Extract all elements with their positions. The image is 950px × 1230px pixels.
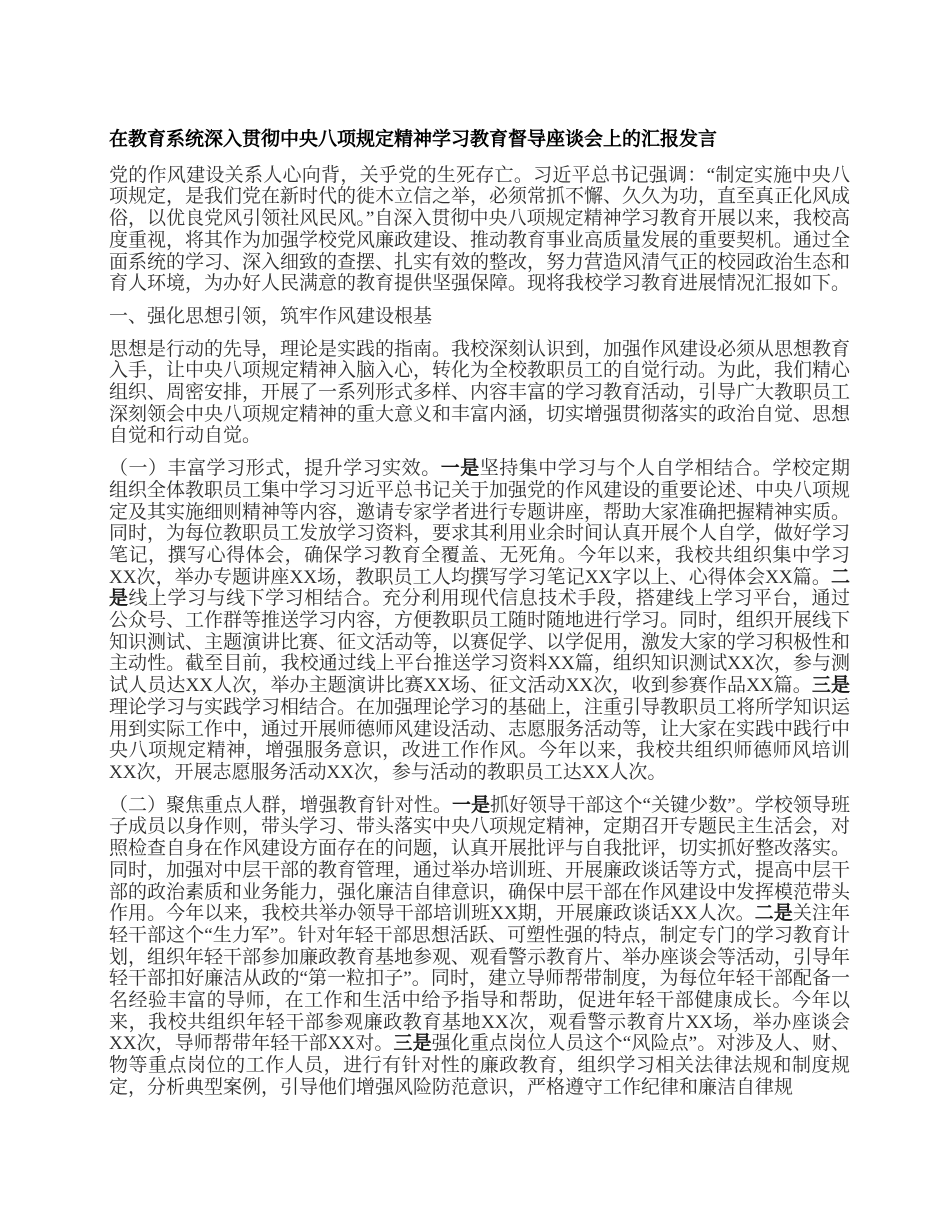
text-run: 理论学习与实践学习相结合。在加强理论学习的基础上，注重引导教职员工将所学知识运用到实际工作中，通过开展师德师风建设活动、志愿服务活动等，让大家在实践中践行中央八项规定精神，增强服务意识，改进工作作风。今年以来，我校共组织师德师风培训XX次，开展志愿服务活动XX次，参与活动的教职员工达XX人次。 <box>109 696 851 783</box>
text-run: 坚持集中学习与个人自学相结合。学校定期组织全体教职员工集中学习习近平总书记关于加强党的作风建设的重要论述、中央八项规定及其实施细则精神等内容，邀请专家学者进行专题讲座，帮助大家准确把握精神实质。同时，为每位教职员工发放学习资料，要求其利用业余时间认真开展个人自学，做好学习笔记，撰写心得体会，确保学习教育全覆盖、无死角。今年以来，我校共组织集中学习XX次，举办专题讲座XX场，教职员工人均撰写学习笔记XX字以上、心得体会XX篇。 <box>109 458 851 588</box>
document-title: 在教育系统深入贯彻中央八项规定精神学习教育督导座谈会上的汇报发言 <box>109 129 718 150</box>
text-run: 线上学习与线下学习相结合。充分利用现代信息技术手段，搭建线上学习平台，通过公众号、工作群等推送学习内容，方便教职员工随时随地进行学习。同时，组织开展线下知识测试、主题演讲比赛、征文活动等，以赛促学、以学促用，激发大家的学习积极性和主动性。截至目前，我校通过线上平台推送学习资料XX篇，组织知识测试XX次，参与测试人员达XX人次，举办主题演讲比赛XX场、征文活动XX次，收到参赛作品XX篇。 <box>109 588 851 697</box>
section-heading <box>109 306 850 328</box>
paragraph <box>109 795 850 1099</box>
paragraph <box>109 165 850 295</box>
text-run-bold: 三是 <box>393 1033 432 1055</box>
text-run-bold: 二是 <box>109 566 850 610</box>
text-run: 抓好领导干部这个“关键少数”。学校领导班子成员以身作则，带头学习、带头落实中央八项规定精神，定期召开专题民主生活会，对照检查自身在作风建设方面存在的问题，认真开展批评与自我批评，切实抓好整改落实。同时，加强对中层干部的教育管理，通过举办培训班、开展廉政谈话等方式，提高中层干部的政治素质和业务能力，强化廉洁自律意识，确保中层干部在作风建设中发挥模范带头作用。今年以来，我校共举办领导干部培训班XX期，开展廉政谈话XX人次。 <box>109 794 851 925</box>
text-run: 思想是行动的先导，理论是实践的指南。我校深刻认识到，加强作风建设必须从思想教育入手，让中央八项规定精神入脑入心，转化为全校教职员工的自觉行动。为此，我们精心组织、周密安排，开展了一系列形式多样、内容丰富的学习教育活动，引导广大教职员工深刻领会中央八项规定精神的重大意义和丰富内涵，切实增强贯彻落实的政治自觉、思想自觉和行动自觉。 <box>109 338 851 447</box>
document-content <box>109 129 850 1099</box>
text-run-bold: 三是 <box>811 675 850 697</box>
text-run: 党的作风建设关系人心向背，关乎党的生死存亡。习近平总书记强调：“制定实施中央八项规定，是我们党在新时代的徙木立信之举，必须常抓不懈、久久为功，直至真正化风成俗，以优良党风引领社风民风。”自深入贯彻中央八项规定精神学习教育开展以来，我校高度重视，将其作为加强学校党风廉政建设、推动教育事业高质量发展的重要契机。通过全面系统的学习、深入细致的查摆、扎实有效的整改，努力营造风清气正的校园政治生态和育人环境，为办好人民满意的教育提供坚强保障。现将我校学习教育进展情况汇报如下。 <box>109 164 851 295</box>
paragraph <box>109 458 850 784</box>
paragraph <box>109 339 850 448</box>
text-run: 一、强化思想引领，筑牢作风建设根基 <box>109 305 433 327</box>
text-run: （二）聚焦重点人群，增强教育针对性。 <box>109 794 452 816</box>
document-body <box>109 165 850 1099</box>
text-run-bold: 二是 <box>754 903 793 925</box>
text-run-bold: 一是 <box>440 458 480 480</box>
text-run: （一）丰富学习形式，提升学习实效。 <box>109 458 441 480</box>
text-run: 强化重点岗位人员这个“风险点”。对涉及人、财、物等重点岗位的工作人员，进行有针对性的廉政教育，组织学习相关法律法规和制度规定，分析典型案例，引导他们增强风险防范意识，严格遵守工作纪律和廉洁自律规 <box>109 1033 850 1098</box>
text-run: 关注年轻干部这个“生力军”。针对年轻干部思想活跃、可塑性强的特点，制定专门的学习教育计划，组织年轻干部参加廉政教育基地参观、观看警示教育片、举办座谈会等活动，引导年轻干部扣好廉洁从政的“第一粒扣子”。同时，建立导师帮带制度，为每位年轻干部配备一名经验丰富的导师，在工作和生活中给予指导和帮助，促进年轻干部健康成长。今年以来，我校共组织年轻干部参观廉政教育基地XX次，观看警示教育片XX场，举办座谈会XX次，导师帮带年轻干部XX对。 <box>109 903 851 1055</box>
text-run-bold: 一是 <box>451 794 491 816</box>
